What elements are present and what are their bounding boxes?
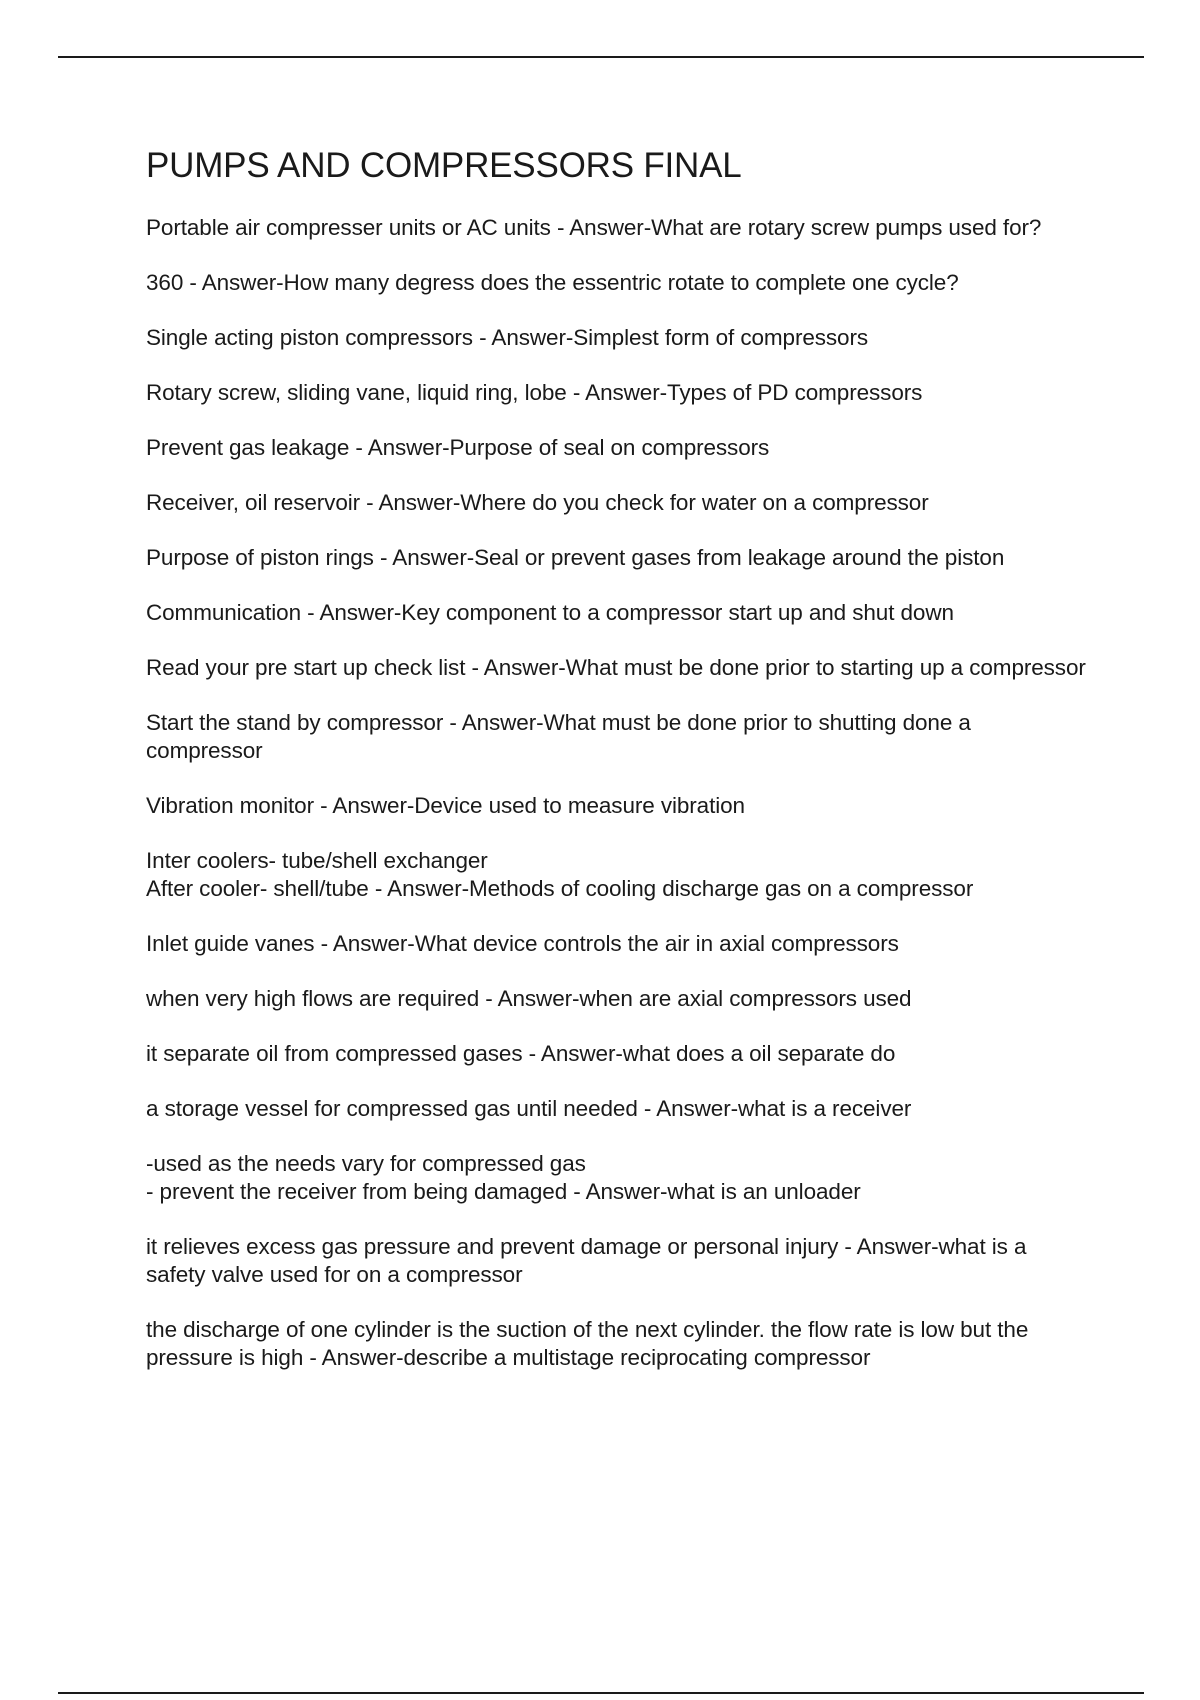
qa-entry	[146, 434, 1090, 462]
qa-entry	[146, 599, 1090, 627]
qa-entry	[146, 1233, 1090, 1289]
top-rule	[58, 56, 1144, 58]
qa-entry	[146, 269, 1090, 297]
qa-entry-text: -used as the needs vary for compressed gas	[146, 1151, 586, 1176]
qa-entry-text: Single acting piston compressors - Answer-Simplest form of compressors	[146, 325, 869, 350]
qa-entry	[146, 324, 1090, 352]
qa-entry-text: 360 - Answer-How many degress does the essentric rotate to complete one cycle?	[146, 270, 959, 295]
document-title: PUMPS AND COMPRESSORS FINAL	[146, 146, 742, 185]
qa-entry	[146, 489, 1090, 517]
qa-entry	[146, 379, 1090, 407]
document-body	[146, 140, 1090, 1399]
qa-entry	[146, 544, 1090, 572]
qa-entry-text: Rotary screw, sliding vane, liquid ring, lobe - Answer-Types of PD compressors	[146, 380, 923, 405]
qa-entry-text: when very high flows are required - Answer-when are axial compressors used	[146, 986, 912, 1011]
qa-entry	[146, 654, 1090, 682]
qa-entry-text: After cooler- shell/tube - Answer-Methods of cooling discharge gas on a compressor	[146, 876, 974, 901]
qa-entry-text: Portable air compresser units or AC units - Answer-What are rotary screw pumps used for?	[146, 215, 1042, 240]
qa-entry-text: Purpose of piston rings - Answer-Seal or prevent gases from leakage around the piston	[146, 545, 1005, 570]
qa-entry-text: the discharge of one cylinder is the suction of the next cylinder. the flow rate is low but the pressure is high - Answer-describe a multistage reciprocating compressor	[146, 1317, 1029, 1370]
qa-entry	[146, 1316, 1090, 1372]
qa-entry-text: - prevent the receiver from being damaged - Answer-what is an unloader	[146, 1179, 861, 1204]
qa-entry-text: Inlet guide vanes - Answer-What device controls the air in axial compressors	[146, 931, 899, 956]
qa-entry-text: it relieves excess gas pressure and prevent damage or personal injury - Answer-what is a safety valve used for on a compressor	[146, 1234, 1027, 1287]
qa-entry	[146, 709, 1090, 765]
bottom-rule	[58, 1692, 1144, 1694]
qa-entry	[146, 847, 1090, 903]
qa-entry	[146, 214, 1090, 242]
qa-entry-text: Start the stand by compressor - Answer-What must be done prior to shutting done a compressor	[146, 710, 971, 763]
qa-entry	[146, 930, 1090, 958]
qa-entry	[146, 1150, 1090, 1206]
qa-entry	[146, 1095, 1090, 1123]
qa-entry-text: Receiver, oil reservoir - Answer-Where do you check for water on a compressor	[146, 490, 929, 515]
qa-entry	[146, 985, 1090, 1013]
qa-entry-text: a storage vessel for compressed gas until needed - Answer-what is a receiver	[146, 1096, 912, 1121]
qa-entry-text: Read your pre start up check list - Answer-What must be done prior to starting up a compressor	[146, 655, 1086, 680]
qa-entry	[146, 1040, 1090, 1068]
qa-entry-text: Inter coolers- tube/shell exchanger	[146, 848, 488, 873]
qa-entry-text: Communication - Answer-Key component to a compressor start up and shut down	[146, 600, 954, 625]
qa-list	[146, 214, 1090, 1372]
qa-entry-text: Vibration monitor - Answer-Device used to measure vibration	[146, 793, 745, 818]
qa-entry-text: it separate oil from compressed gases - Answer-what does a oil separate do	[146, 1041, 896, 1066]
qa-entry	[146, 792, 1090, 820]
qa-entry-text: Prevent gas leakage - Answer-Purpose of seal on compressors	[146, 435, 770, 460]
